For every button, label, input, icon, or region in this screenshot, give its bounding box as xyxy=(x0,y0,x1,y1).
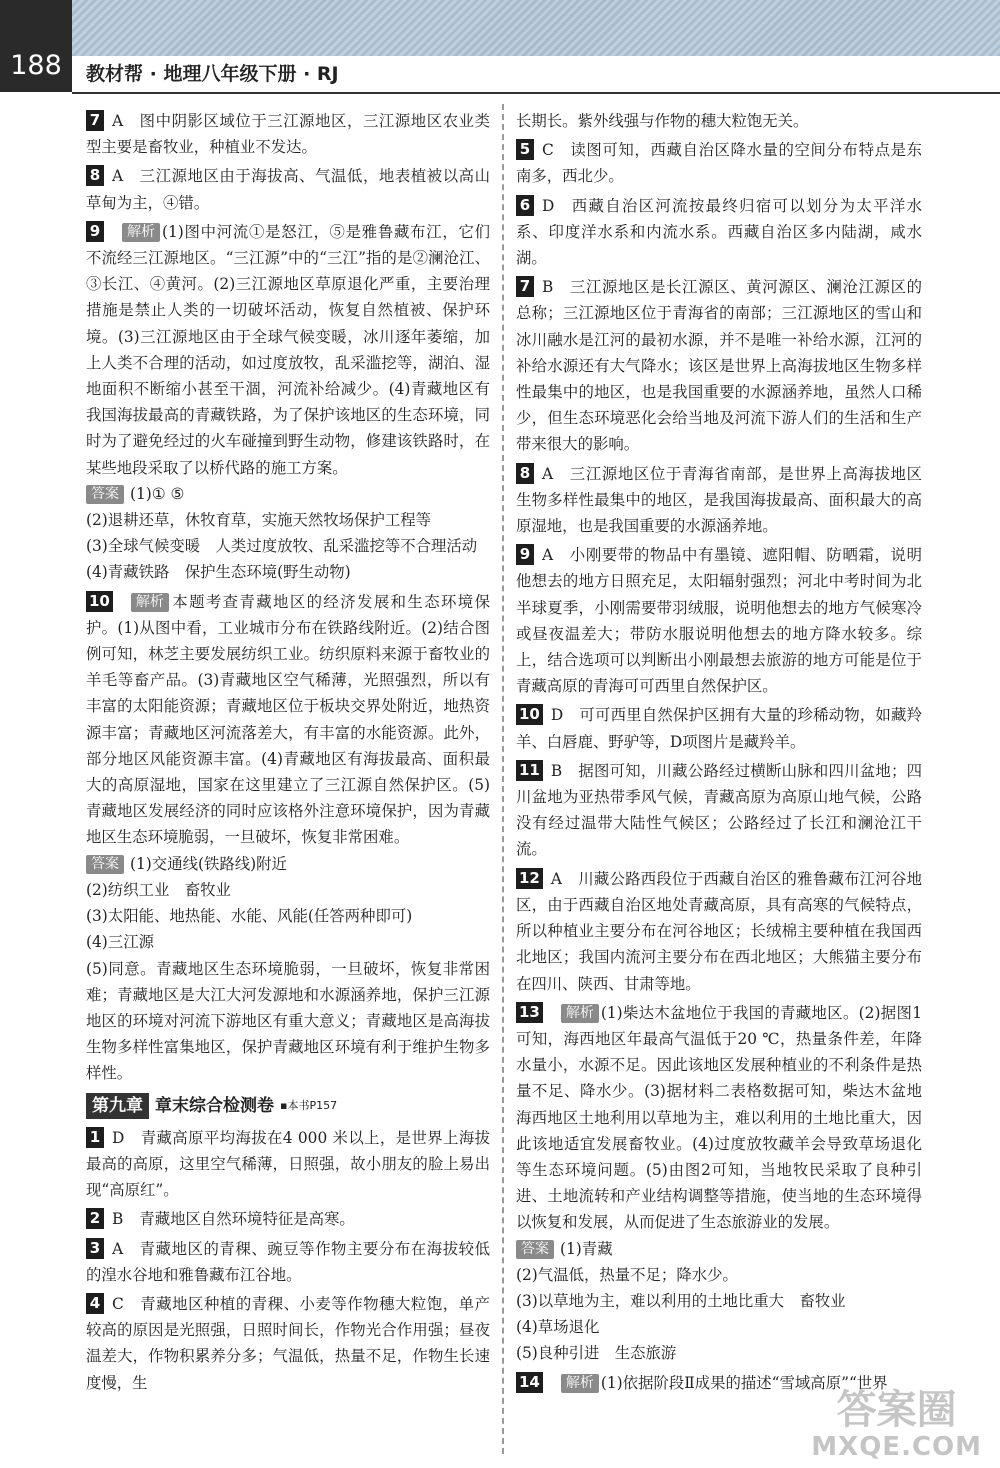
explanation-text: 可可西里自然保护区拥有大量的珍稀动物，如藏羚羊、白唇鹿、野驴等，D项图片是藏羚羊。 xyxy=(516,706,922,751)
book-title: 教材帮 · 地理八年级下册 · RJ xyxy=(86,63,339,85)
left-column xyxy=(86,108,490,1399)
explanation-text: 图中阴影区域位于三江源地区，三江源地区农业类型主要是畜牧业，种植业不发达。 xyxy=(86,112,490,157)
answer-option: D xyxy=(542,196,555,215)
question-number: 9 xyxy=(86,221,104,242)
answer-paragraph xyxy=(516,137,922,189)
answer-item xyxy=(86,108,490,160)
answer-paragraph xyxy=(516,866,922,997)
answer-line: (2)退耕还草，休牧育草，实施天然牧场保护工程等 xyxy=(86,511,432,530)
explanation-text: 青藏地区的青稞、豌豆等作物主要分布在海拔较低的湟水谷地和雅鲁藏布江谷地。 xyxy=(86,1239,490,1284)
explanation-text: 青藏地区种植的青稞、小麦等作物穗大粒饱，单产较高的原因是光照强，日照时间长，作物光合作用强；昼夜温差大，作物积累养分多；气温低，热量不足，作物生长速度慢，生 xyxy=(86,1294,490,1392)
analysis-tag: 解析 xyxy=(122,223,160,242)
explanation-text: 据图可知，川藏公路经过横断山脉和四川盆地；四川盆地为亚热带季风气候，青藏高原为高原山地气候，公路没有经过温带大陆性气候区；公路经过了长江和澜沧江干流。 xyxy=(516,761,922,859)
explanation-text: 三江源地区位于青海省南部，是世界上高海拔地区生物多样性最集中的地区，是我国海拔最高、面积最大的高原湿地，也是我国重要的水源涵养地。 xyxy=(516,464,922,536)
question-number: 14 xyxy=(516,1372,543,1393)
explanation-text: 川藏公路西段位于西藏自治区的雅鲁藏布江河谷地区，由于西藏自治区地处青藏高原，具有高寒的气候特点，所以种植业主要分布在河谷地区；长绒棉主要种植在我国西北地区；我国内流河主要分布在西北地区；大熊猫主要分布在四川、陕西、甘肃等地。 xyxy=(516,869,922,993)
answer-line xyxy=(86,851,490,877)
explanation-text: (1)柴达木盆地位于我国的青藏地区。(2)据图1可知，海西地区年最高气温低于20 ℃，热量条件差，年降水量小，水源不足。因此该地区发展种植业的不利条件是热量不足、降水少。(3)据材料二表格数据可知，柴达木盆地海西地区土地利用以草地为主，难以利用的土地比重大，因此该地适宜发展畜牧业。(4)过度放牧藏羊会导致草场退化等生态环境问题。(5)由图2可知，当地牧民采取了良种引进、土地流转和产业结构调整等措施，使当地的生态环境得以恢复和发展，从而促进了生态旅游业的发展。 xyxy=(516,1003,922,1232)
explanation-text: 读图可知，西藏自治区降水量的空间分布特点是东南多，西北少。 xyxy=(516,141,922,186)
answer-tag: 答案 xyxy=(86,485,124,504)
answer-tag: 答案 xyxy=(516,1240,554,1259)
header-pattern-bar xyxy=(72,0,1000,56)
answer-item xyxy=(516,542,922,699)
question-number: 8 xyxy=(86,165,104,186)
answer-line: (3)全球气候变暖 人类过度放牧、乱采滥挖等不合理活动 xyxy=(86,537,478,556)
answer-line: (4)青藏铁路 保护生态环境(野生动物) xyxy=(86,563,351,582)
explanation-text: 小刚要带的物品中有墨镜、遮阳帽、防晒霜，说明他想去的地方日照充足，太阳辐射强烈；河北中考时间为北半球夏季，小刚需要带羽绒服，说明他想去的地方气候寒冷或昼夜温差大；带防水服说明他想去的地方降水较多。综上，结合选项可以判断出小刚最想去旅游的地方可能是位于青藏高原的青海可可西里自然保护区。 xyxy=(516,546,922,696)
chapter-label: 第九章 xyxy=(86,1093,149,1119)
answer-paragraph xyxy=(86,1125,490,1204)
answer-option: A xyxy=(542,546,554,565)
page-number: 188 xyxy=(0,0,72,92)
answer-option: A xyxy=(550,869,562,888)
question-number: 9 xyxy=(516,544,534,565)
answer-option: A xyxy=(542,464,554,483)
analysis-tag: 解析 xyxy=(131,593,169,612)
explanation-text: 青藏高原平均海拔在4 000 米以上，是世界上海拔最高的高原，这里空气稀薄，日照强，故小朋友的脸上易出现“高原红”。 xyxy=(86,1128,490,1200)
question-number: 7 xyxy=(86,110,104,131)
watermark-url: MXQE.COM xyxy=(811,1432,982,1462)
question-number: 10 xyxy=(86,591,113,612)
answer-option: D xyxy=(550,706,564,725)
question-number: 12 xyxy=(516,868,543,889)
answer-tag: 答案 xyxy=(86,855,124,874)
answer-paragraph xyxy=(516,1000,922,1236)
answer-option: C xyxy=(112,1294,124,1313)
answer-paragraph xyxy=(86,219,490,481)
question-number: 13 xyxy=(516,1002,543,1023)
answer-option: A xyxy=(112,167,124,186)
answer-paragraph xyxy=(86,108,490,160)
analysis-tag: 解析 xyxy=(561,1004,599,1023)
watermark xyxy=(811,1388,982,1462)
header-rule xyxy=(72,92,1000,94)
answer-paragraph xyxy=(516,542,922,699)
question-number: 4 xyxy=(86,1293,104,1314)
question-number: 2 xyxy=(86,1208,104,1229)
explanation-text: (1)依据阶段Ⅱ成果的描述“雪域高原”“世界 xyxy=(600,1373,888,1392)
question-number: 3 xyxy=(86,1238,104,1259)
answer-option: A xyxy=(112,1239,124,1258)
answer-paragraph xyxy=(516,461,922,540)
answer-item xyxy=(86,1291,490,1396)
answer-item xyxy=(86,219,490,586)
answer-paragraph xyxy=(516,274,922,457)
answer-paragraph xyxy=(86,1206,490,1232)
answer-item xyxy=(516,274,922,457)
answer-item xyxy=(516,108,922,134)
explanation-text: 西藏自治区河流按最终归宿可以划分为太平洋水系、印度洋水系和内流水系。西藏自治区多内陆湖，咸水湖。 xyxy=(516,196,922,268)
answer-item xyxy=(86,589,490,1087)
analysis-tag: 解析 xyxy=(561,1374,599,1393)
answer-option: B xyxy=(112,1210,124,1229)
section-page-ref: ▪本书P157 xyxy=(280,1098,338,1112)
answer-item xyxy=(516,702,922,754)
question-number: 10 xyxy=(516,704,543,725)
answer-line xyxy=(86,481,490,507)
right-column xyxy=(516,108,922,1399)
answer-line: (3)太阳能、地热能、水能、风能(任答两种即可) xyxy=(86,907,413,926)
section-header xyxy=(86,1093,490,1119)
answer-line: (4)三江源 xyxy=(86,933,154,952)
answer-line: (5)良种引进 生态旅游 xyxy=(516,1344,677,1363)
answer-option: C xyxy=(542,141,554,160)
answer-paragraph xyxy=(516,758,922,863)
answer-option: B xyxy=(550,761,563,780)
explanation-text: 本题考查青藏地区的经济发展和生态环境保护。(1)从图中看，工业城市分布在铁路线附近。(2)结合图例可知，林芝主要发展纺织工业。纺织原料来源于畜牧业的羊毛等畜产品。(3)青藏地区空气稀薄，光照强烈，所以有丰富的太阳能资源；青藏地区位于板块交界处附近，地热资源丰富；青藏地区河流落差大，有丰富的水能资源。此外，部分地区风能资源丰富。(4)青藏地区有海拔最高、面积最大的高原湿地，国家在这里建立了三江源自然保护区。(5)青藏地区发展经济的同时应该格外注意环境保护，因为青藏地区生态环境脆弱，一旦破坏，恢复非常困难。 xyxy=(86,592,490,847)
answer-line: (2)纺织工业 畜牧业 xyxy=(86,880,231,899)
explanation-text: (1)图中河流①是怒江，⑤是雅鲁藏布江，它们不流经三江源地区。“三江源”中的“三江”指的是②澜沧江、③长江、④黄河。(2)三江源地区草原退化严重，主要治理措施是禁止人类的一切破坏活动，恢复自然植被、保护环境。(3)三江源地区由于全球气候变暖，冰川逐年萎缩，加上人类不合理的活动，如过度放牧，乱采滥挖等，湖泊、湿地面积不断缩小甚至干涸，河流补给减少。(4)青藏地区有我国海拔最高的青藏铁路，为了保护该地区的生态环境，同时为了避免经过的火车碰撞到野生动物，修建该铁路时，在某些地段采取了以桥代路的施工方案。 xyxy=(86,222,490,477)
question-number: 11 xyxy=(516,760,543,781)
answer-line: (2)气温低，热量不足；降水少。 xyxy=(516,1265,738,1284)
answer-paragraph xyxy=(86,1291,490,1396)
explanation-text: 长期长。紫外线强与作物的穗大粒饱无关。 xyxy=(516,112,809,130)
answer-paragraph xyxy=(86,1236,490,1288)
question-number: 5 xyxy=(516,139,534,160)
explanation-text: 三江源地区是长江源区、黄河源区、澜沧江源区的总称；三江源地区位于青海省的南部；三江源地区的雪山和冰川融水是江河的最初水源，并不是唯一补给水源，江河的补给水源还有大气降水；该区是世界上高海拔地区生物多样性最集中的地区，也是我国重要的水源涵养地，虽然人口稀少，但生态环境恶化会给当地及河流下游人们的生活和生产带来很大的影响。 xyxy=(516,278,922,454)
answer-item xyxy=(516,758,922,863)
answer-text: (1)青藏 xyxy=(560,1239,613,1258)
answer-item xyxy=(516,866,922,997)
answer-line xyxy=(516,1236,922,1262)
answer-item xyxy=(516,461,922,540)
answer-text: (1)① ⑤ xyxy=(130,484,185,503)
watermark-logo-text: 答案圈 xyxy=(836,1387,957,1433)
answer-line: (3)以草地为主，难以利用的土地比重大 畜牧业 xyxy=(516,1291,846,1310)
question-number: 6 xyxy=(516,195,534,216)
answer-item xyxy=(516,193,922,272)
column-divider xyxy=(502,104,504,1454)
section-title: 章末综合检测卷 xyxy=(155,1095,274,1116)
explanation-text: 青藏地区自然环境特征是高寒。 xyxy=(139,1210,355,1229)
answer-paragraph xyxy=(86,163,490,215)
answer-option: A xyxy=(112,112,124,130)
answer-item xyxy=(516,1000,922,1367)
question-number: 8 xyxy=(516,463,534,484)
answer-item xyxy=(86,1206,490,1232)
answer-item xyxy=(516,137,922,189)
answer-paragraph xyxy=(516,108,922,134)
question-number: 7 xyxy=(516,276,534,297)
answer-option: B xyxy=(542,278,554,297)
answer-line: (5)同意。青藏地区生态环境脆弱，一旦破坏，恢复非常困难；青藏地区是大江大河发源地和水源涵养地，保护三江源地区的环境对河流下游地区有重大意义；青藏地区是高海拔生物多样性富集地区，保护青藏地区环境有利于维护生物多样性。 xyxy=(86,959,490,1083)
question-number: 1 xyxy=(86,1127,104,1148)
answer-text: (1)交通线(铁路线)附近 xyxy=(130,854,287,873)
answer-item xyxy=(86,163,490,215)
answer-paragraph xyxy=(516,193,922,272)
answer-paragraph xyxy=(516,702,922,754)
answer-item xyxy=(86,1125,490,1204)
answer-item xyxy=(86,1236,490,1288)
answer-paragraph xyxy=(86,589,490,851)
answer-option: D xyxy=(112,1128,125,1147)
answer-line: (4)草场退化 xyxy=(516,1318,600,1337)
explanation-text: 三江源地区由于海拔高、气温低，地表植被以高山草甸为主，④错。 xyxy=(86,167,490,212)
